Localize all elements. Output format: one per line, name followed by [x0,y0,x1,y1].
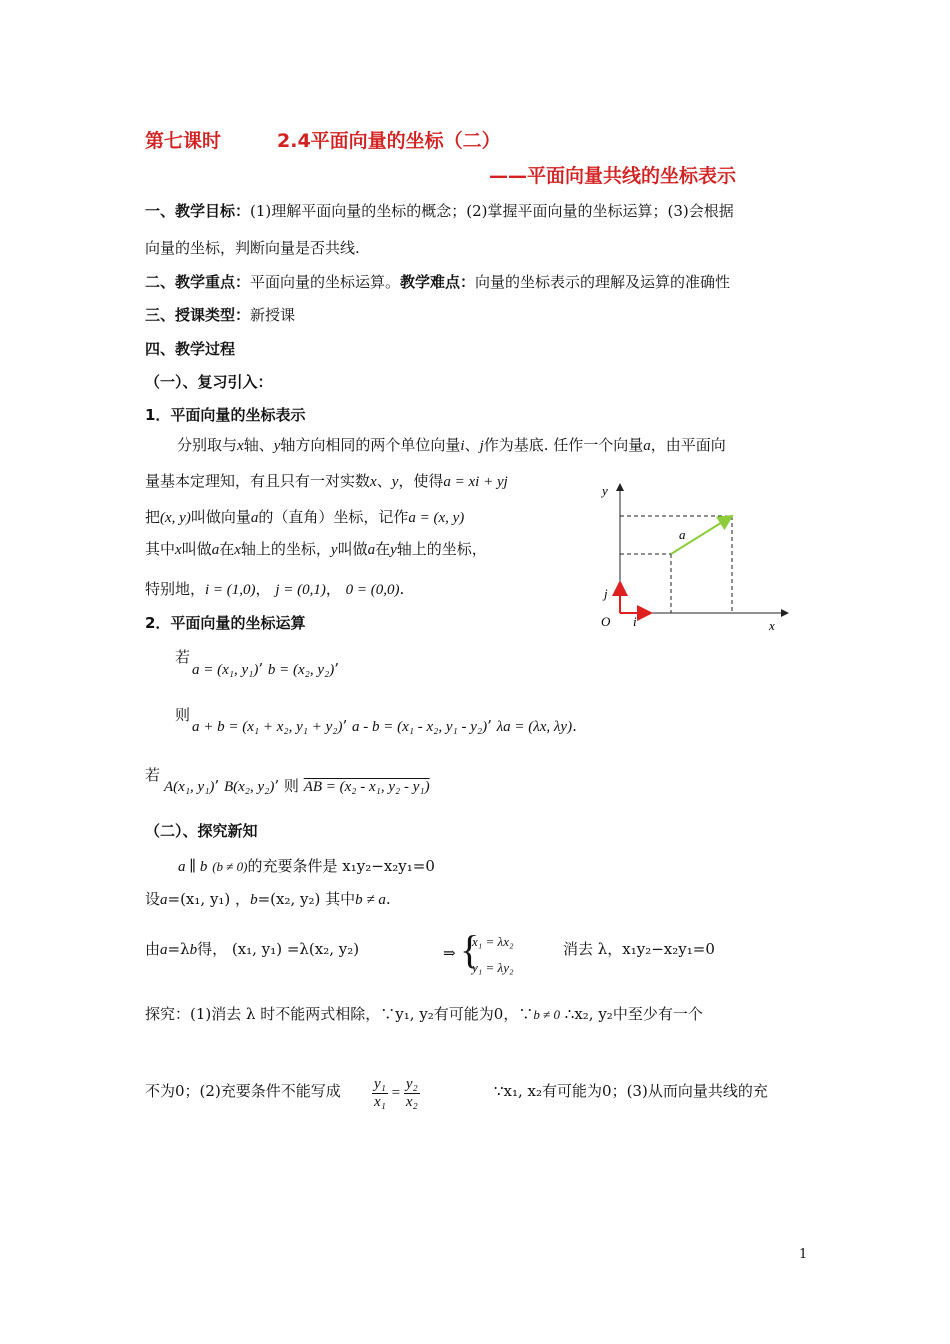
page-number: 1 [799,1247,808,1262]
x-axis-label: x [769,618,775,633]
text: ∴x₂, y₂中至少有一个 [564,1005,703,1023]
eq-b: b = (x₂, y₂) [267,662,335,678]
text: 由 [145,940,161,958]
difficulty-label: 教学难点： [400,273,476,291]
review-heading: （一）、复习引入： [145,373,273,391]
text: 、 [376,472,392,490]
frac2-num: y₂ [405,1076,418,1092]
system-eq-2: y₁ = λy₂ [472,960,514,975]
math-y: y [330,542,338,558]
system-brace: { [460,927,480,972]
key-label: 二、教学重点： [145,273,251,291]
frac1-num: y₁ [374,1076,386,1092]
key-text: 平面向量的坐标运算。 [250,273,401,291]
math-a: a [160,942,168,958]
goals-text: (1)理解平面向量的坐标的概念；(2)掌握平面向量的坐标运算；(3)会根据 [250,202,734,220]
math-b-nonzero: b ≠ 0 [533,1007,560,1022]
math-nonzero: (b ≠ 0) [212,859,248,874]
process-heading: 四、教学过程 [145,340,236,358]
explore-heading: （二）、探究新知 [145,822,258,840]
math-a: a [211,542,220,558]
text: 叫做向量 [190,508,251,526]
section1-para-line1 [177,434,726,455]
then-label-1: 则 [175,706,191,724]
if-label-2: 若 [145,766,161,784]
section1-para-line3 [145,506,464,527]
text: 设 [145,890,161,908]
frac1-den: x₁ [374,1094,386,1110]
eq-point-a: A(x₁, y₁) [164,779,215,795]
eliminate-text: 消去 λ，x₁y₂−x₂y₁=0 [563,940,715,958]
math-a: a [160,892,168,908]
math-zero-def: 0 = (0,0) [345,582,400,598]
text: =(x₁, y₁) ， [167,890,251,908]
explore-condition [178,855,435,876]
text: 轴上的坐标， [240,540,331,558]
explore-note-1 [145,1003,703,1024]
goals-line [145,200,734,221]
section2-heading: 2．平面向量的坐标运算 [145,614,306,632]
math-y: y [273,438,281,454]
text: 、 [464,436,480,454]
math-j-def: j = (0,1) [275,582,326,598]
text: =λ [167,940,190,958]
type-label: 三、授课类型： [145,306,251,324]
text: 把 [145,508,161,526]
coordinate-figure [592,478,797,636]
text: 量基本定理知，有且只有一对实数 [145,472,371,490]
math-b: b [189,942,198,958]
eq-scalar: λa = (λx, λy) [496,719,573,735]
math-i-def: i = (1,0) [205,582,256,598]
text: 叫做 [181,540,212,558]
text: ，由平面向 [650,436,726,454]
if-label-1: 若 [175,648,191,666]
math-eq-a: a = xi + yj [443,474,508,490]
text: 作为基底. 任作一个向量 [483,436,644,454]
math-b: b [250,892,258,908]
eq-line-1: a = (x₁, y₁)’ b = (x₂, y₂)’ [192,660,340,678]
math-eq-pair: a = (x, y) [408,510,465,526]
eq-vector-ab: AB = (x₂ - x₁, y₂ - y₁) [303,779,430,795]
math-x: x [175,542,182,558]
math-parallel: a ∥ b [178,859,208,875]
system-eq-1: x₁ = λx₂ [472,934,514,949]
math-x: x [370,474,377,490]
type-text: 新授课 [250,306,296,324]
math-b-neq-a: b ≠ a [355,892,386,908]
math-i: i [460,438,465,454]
text: 叫做 [337,540,368,558]
text: 的（直角）坐标，记作 [258,508,409,526]
i-label: i [633,614,637,629]
title-lesson: 第七课时 [145,130,222,152]
then-label-2: 则 [283,777,299,795]
text: 在 [219,540,235,558]
math-a: a [250,510,259,526]
math-y: y [391,474,399,490]
section1-para-line5: 特别地，i = (1,0)， j = (0,1)， 0 = (0,0). [145,580,405,598]
text: 得， (x₁, y₁) =λ(x₂, y₂) [197,940,360,958]
frac2-den: x₂ [405,1094,418,1110]
explore-by [145,938,359,959]
math-y: y [390,542,397,558]
condition-text: 的充要条件是 x₁y₂−x₂y₁=0 [247,857,435,875]
section1-para-line2 [145,470,508,491]
explore-let: 设a=(x₁, y₁) ，b=(x₂, y₂) 其中b ≠ a. [145,890,391,908]
eq-sum: a + b = (x₁ + x₂, y₁ + y₂) [192,719,343,735]
section1-para-line4 [145,538,487,559]
eq-a: a = (x₁, y₁) [192,662,259,678]
eq-line-2: a + b = (x₁ + x₂, y₁ + y₂)’ a - b = (x₁ - x₂, y₁ - y₂)’ λa = (λx, λy). [192,717,577,735]
origin-label: O [601,614,611,629]
text: 在 [375,540,391,558]
j-label: j [604,586,608,601]
difficulty-text: 向量的坐标表示的理解及运算的准确性 [475,273,731,291]
text: 探究：(1)消去 λ 时不能两式相除，∵y₁, y₂有可能为0，∵ [145,1005,534,1023]
math-j: j [479,438,484,454]
text: 轴方向相同的两个单位向量 [280,436,461,454]
title-subtitle: ——平面向量共线的坐标表示 [489,165,737,187]
goals-label: 一、教学目标： [145,202,251,220]
math-a: a [367,542,376,558]
key-line [145,271,730,292]
a-label: a [679,527,686,542]
math-a: a [643,438,651,454]
math-pair: (x, y) [160,510,191,526]
section1-heading: 1．平面向量的坐标表示 [145,406,306,424]
eq-diff: a - b = (x₁ - x₂, y₁ - y₂) [352,719,488,735]
eq-line-3: A(x₁, y₁)’ B(x₂, y₂)’ 则 AB = (x₂ - x₁, y₂ - y₁) [164,777,430,795]
math-x: x [234,542,241,558]
math-x: x [237,438,244,454]
explore-note-2b: ∵x₁, x₂有可能为0；(3)从而向量共线的充 [494,1082,768,1100]
implies-arrow: ⇒ [443,946,456,962]
text: ，使得 [398,472,444,490]
y-axis-label: y [602,483,608,498]
text: 特别地， [145,580,206,598]
text: 其中 [145,540,176,558]
explore-note-2: 不为0；(2)充要条件不能写成 [145,1082,341,1100]
text: =(x₂, y₂) 其中 [257,890,356,908]
text: 轴、 [243,436,274,454]
text: 轴上的坐标， [396,540,487,558]
type-line [145,304,295,325]
text: 分别取与 [177,436,238,454]
goals-line-2: 向量的坐标，判断向量是否共线. [145,239,360,257]
eq-point-b: B(x₂, y₂) [223,779,275,795]
fraction-y1-x1: $\frac{\text{y₁}}{\text{x₁}}$ = $\frac{\text{y₂}}{\text{x₂}}$ [374,1076,418,1110]
title-topic: 2.4平面向量的坐标（二） [277,130,501,152]
